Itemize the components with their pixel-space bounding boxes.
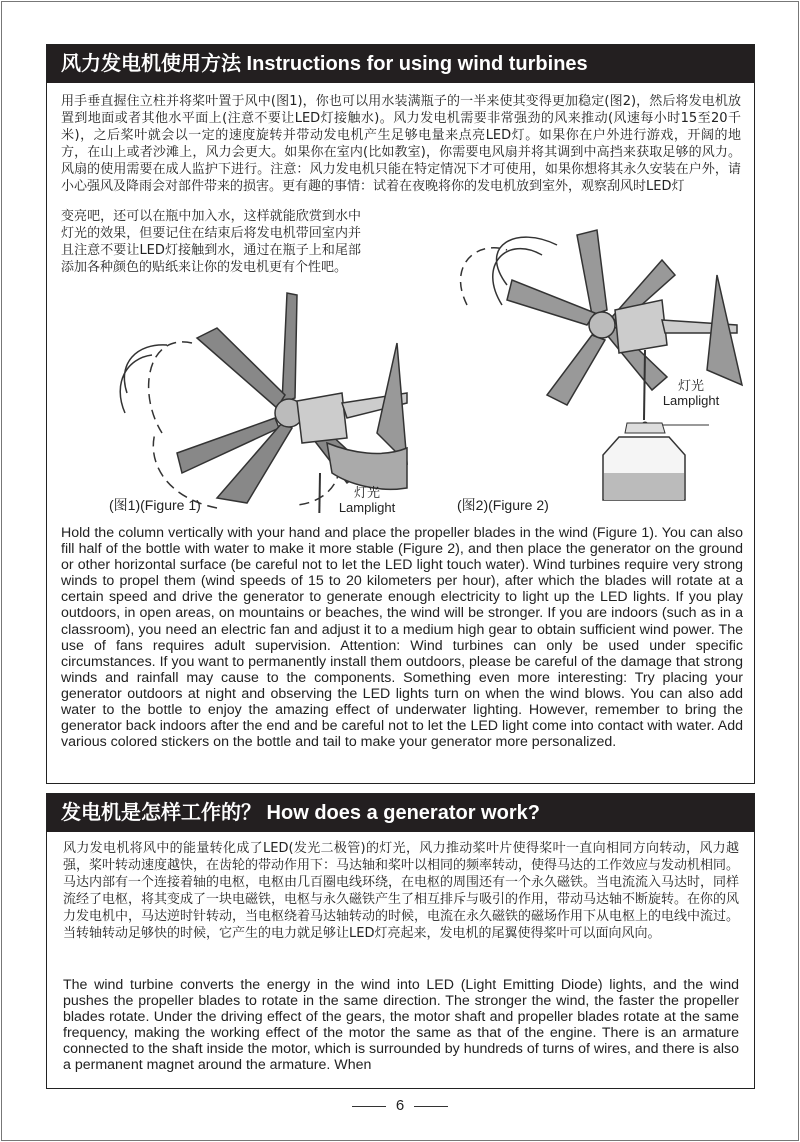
figure-1-illustration bbox=[107, 283, 417, 513]
section-header-instructions: 风力发电机使用方法 Instructions for using wind turbines bbox=[47, 45, 754, 83]
footer-rule-right bbox=[414, 1106, 448, 1107]
section-header-generator: 发电机是怎样工作的？ How does a generator work? bbox=[47, 794, 754, 832]
page-number: 6 bbox=[395, 1097, 405, 1114]
figure-2-illustration bbox=[447, 205, 747, 505]
page-footer bbox=[0, 1097, 800, 1114]
lamp-label-cn-2: 灯光 bbox=[677, 378, 704, 393]
figure-1-lamp-label bbox=[327, 485, 407, 515]
generator-english-text: The wind turbine converts the energy in the wind into LED (Light Emitting Diode) lights, and the wind pushes the propeller blades to rotate in the same direction. The stronger the wind, the faster the propeller blades rotate. Under the driving effect of the gears, the motor shaft and propeller blades rotate at the same frequency, making the working effect of the motor the same as that of the engine. There is an armature connected to the shaft inside the motor, which is surrounded by hundreds of turns of wires, and there is also a permanent magnet around the armature. When bbox=[63, 977, 739, 1074]
instructions-chinese-text-left: 变亮吧，还可以在瓶中加入水，这样就能欣赏到水中灯光的效果，但要记住在结束后将发电机带回室内并且注意不要让LED灯接触到水，通过在瓶子上和尾部添加各种颜色的贴纸来让你的发电机更有个性吧。 bbox=[61, 209, 361, 275]
figure-2-lamp-label bbox=[651, 378, 731, 408]
instructions-chinese-text-top: 用手垂直握住立柱并将桨叶置于风中(图1)，你也可以用水装满瓶子的一半来使其变得更加稳定(图2)，然后将发电机放置到地面或者其他水平面上(注意不要让LED灯接触水)。风力发电机需要非常强劲的风来推动(风速每小时15至20千米)，之后桨叶就会以一定的速度旋转并带动发电机产生足够电量来点亮LED灯。如果你在户外进行游戏，开阔的地方，在山上或者沙滩上，风力会更大。如果你在室内(比如教室)，你需要电风扇并将其调到中高挡来获取足够的风力。风扇的使用需要在成人监护下进行。注意：风力发电机只能在特定情况下才可使用，如果你想将其永久安装在户外，请小心强风及降雨会对部件带来的损害。更有趣的事情：试着在夜晚将你的发电机放到室外，观察刮风时LED灯 bbox=[61, 94, 741, 194]
figure-1-caption: (图1)(Figure 1) bbox=[109, 497, 201, 513]
section-how-generator-works bbox=[46, 793, 755, 1089]
generator-chinese-text: 风力发电机将风中的能量转化成了LED(发光二极管)的灯光，风力推动桨叶片使得桨叶一直向相同方向转动，风力越强，桨叶转动速度越快，在齿轮的带动作用下：马达轴和桨叶以相同的频率转动，使得马达的工作效应与发动机相同。马达内部有一个连接着轴的电枢，电枢由几百圈电线环绕，在电枢的周围还有一个永久磁铁。当电流流入马达时，同样流经了电枢，将其变成了一块电磁铁，电枢与永久磁铁产生了相互排斥与吸引的作用，带动马达轴不断旋转。在你的风力发电机中，马达逆时针转动，当电枢绕着马达轴转动的时候，电流在永久磁铁的磁场作用下从电枢上的电线中流过。当转轴转动足够快的时候，它产生的电力就足够让LED灯亮起来，发电机的尾翼使得桨叶可以面向风向。 bbox=[63, 841, 740, 941]
section-instructions bbox=[46, 44, 755, 784]
figure-2-caption: (图2)(Figure 2) bbox=[457, 497, 549, 513]
footer-rule-left bbox=[352, 1106, 386, 1107]
instructions-english-text: Hold the column vertically with your hand and place the propeller blades in the wind (Figure 1). You can also fill half of the bottle with water to make it more stable (Figure 2), and then place the generator on the ground or other horizontal surface (be careful not to let the LED light touch water). Wind turbines require very strong winds to propel them (wind speeds of 15 to 20 kilometers per hour), after which the blades will rotate at a certain speed and drive the generator to generate enough electricity to light up the LED lights. If you play outdoors, in open areas, on mountains or beaches, the wind will be stronger. If you are indoors (such as in a classroom), you need an electric fan and adjust it to a medium high gear to obtain sufficient wind power. The use of fans requires adult supervision. Attention: Wind turbines can only be used under specific circumstances. If you want to permanently install them outdoors, please be careful of the damage that strong winds and rainfall may cause to the components. Something even more interesting: Try placing your generator outdoors at night and observing the LED lights turn on when the wind blows. You can also add water to the bottle to enjoy the amazing effect of underwater lighting. However, remember to bring the generator back indoors after the end and be careful not to let the LED light come into contact with water. Add various colored stickers on the bottle and tail to make your generator more personalized. bbox=[61, 525, 743, 751]
lamp-label-cn-1: 灯光 bbox=[353, 485, 380, 500]
lamp-label-en-2: Lamplight bbox=[662, 393, 720, 408]
lamp-label-en-1: Lamplight bbox=[338, 500, 396, 515]
